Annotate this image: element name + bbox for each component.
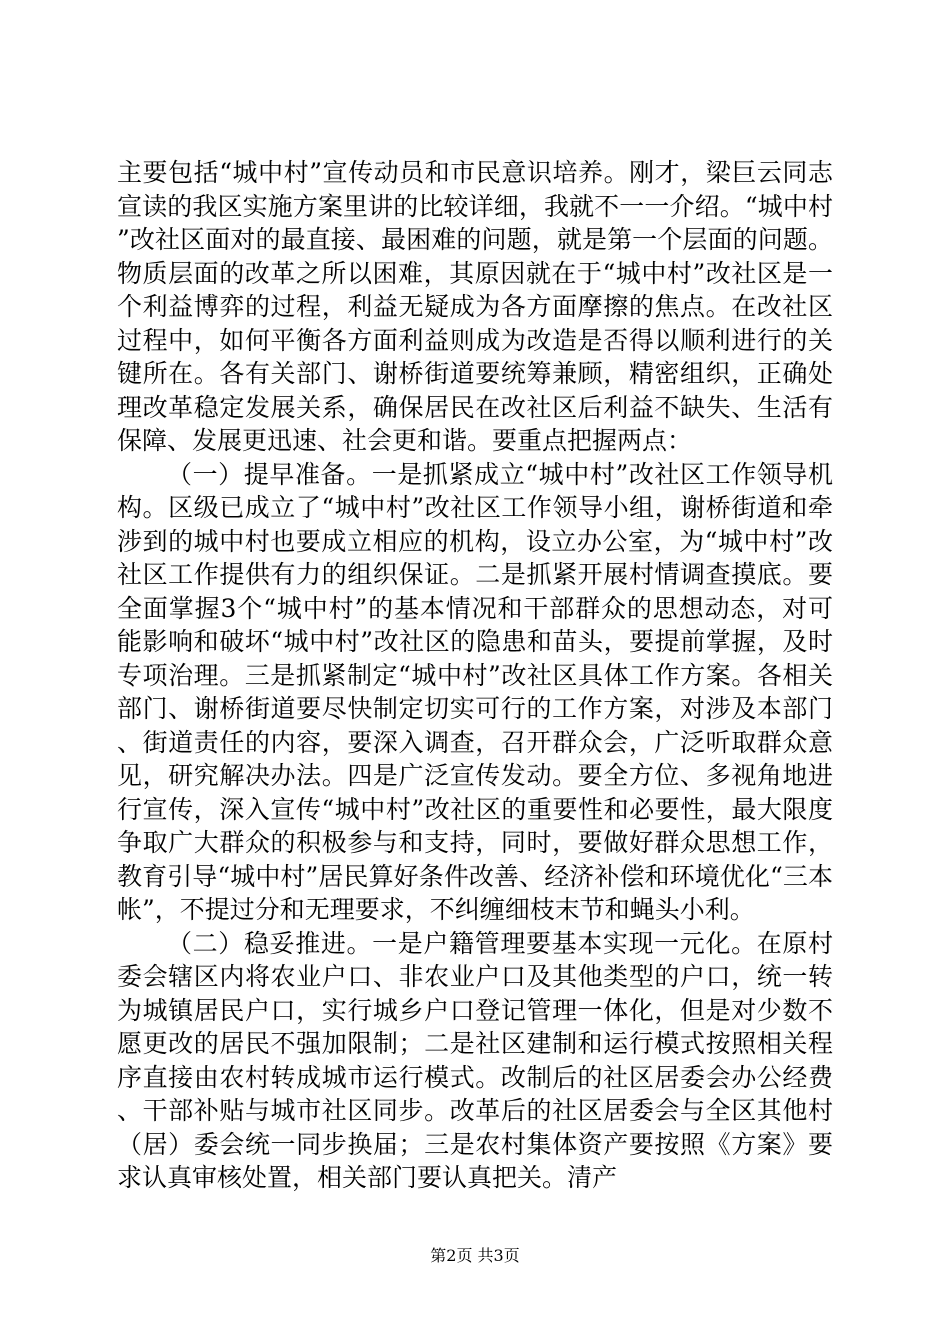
page-footer: 第2页 共3页 [430, 1246, 520, 1265]
paragraph-intro: 主要包括“城中村”宣传动员和市民意识培养。刚才，梁巨云同志宣读的我区实施方案里讲的比较详细，我就不一一介绍。“城中村”改社区面对的最直接、最困难的问题，就是第一个层面的问题。物质层面的改革之所以困难，其原因就在于“城中村”改社区是一个利益博弈的过程，利益无疑成为各方面摩擦的焦点。在改社区过程中，如何平衡各方面利益则成为改造是否得以顺利进行的关键所在。各有关部门、谢桥街道要统筹兼顾，精密组织，正确处理改革稳定发展关系，确保居民在改社区后利益不缺失、生活有保障、发展更迅速、社会更和谐。要重点把握两点： [117, 158, 833, 455]
document-body [117, 156, 833, 1195]
paragraph-section-two: （二）稳妥推进。一是户籍管理要基本实现一元化。在原村委会辖区内将农业户口、非农业户口及其他类型的户口，统一转为城镇居民户口，实行城乡户口登记管理一体化，但是对少数不愿更改的居民不强加限制；二是社区建制和运行模式按照相关程序直接由农村转成城市运行模式。改制后的社区居委会办公经费、干部补贴与城市社区同步。改革后的社区居委会与全区其他村（居）委会统一同步换届；三是农村集体资产要按照《方案》要求认真审核处置，相关部门要认真把关。清产 [117, 928, 833, 1192]
paragraph-section-one: （一）提早准备。一是抓紧成立“城中村”改社区工作领导机构。区级已成立了“城中村”改社区工作领导小组，谢桥街道和牵涉到的城中村也要成立相应的机构，设立办公室，为“城中村”改社区工作提供有力的组织保证。二是抓紧开展村情调查摸底。要全面掌握3个“城中村”的基本情况和干部群众的思想动态，对可能影响和破坏“城中村”改社区的隐患和苗头，要提前掌握，及时专项治理。三是抓紧制定“城中村”改社区具体工作方案。各相关部门、谢桥街道要尽快制定切实可行的工作方案，对涉及本部门、街道责任的内容，要深入调查，召开群众会，广泛听取群众意见，研究解决办法。四是广泛宣传发动。要全方位、多视角地进行宣传，深入宣传“城中村”改社区的重要性和必要性，最大限度争取广大群众的积极参与和支持，同时，要做好群众思想工作，教育引导“城中村”居民算好条件改善、经济补偿和环境优化“三本帐”，不提过分和无理要求，不纠缠细枝末节和蝇头小利。 [117, 459, 833, 924]
